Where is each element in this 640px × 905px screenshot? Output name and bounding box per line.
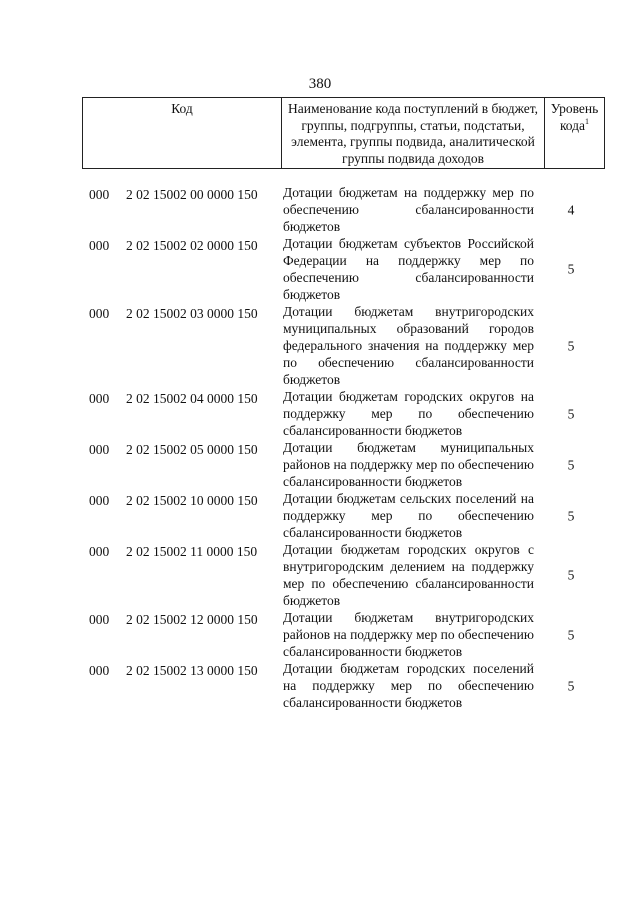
revenue-code: 2 02 15002 00 0000 150 bbox=[126, 187, 258, 202]
header-level bbox=[545, 98, 605, 169]
table-row bbox=[0, 541, 640, 609]
code-level: 5 bbox=[567, 627, 575, 642]
code-level: 5 bbox=[567, 678, 575, 693]
admin-code: 000 bbox=[89, 493, 110, 508]
admin-code: 000 bbox=[89, 544, 110, 559]
table-row bbox=[0, 609, 640, 660]
revenue-code: 2 02 15002 10 0000 150 bbox=[126, 493, 258, 508]
revenue-code: 2 02 15002 03 0000 150 bbox=[126, 306, 258, 321]
table-row bbox=[0, 388, 640, 439]
admin-code: 000 bbox=[89, 612, 110, 627]
code-level: 5 bbox=[567, 406, 575, 421]
revenue-name: Дотации бюджетам городских округов с внутригородским делением на поддержку мер по обеспечению сбалансированности бюджетов bbox=[283, 542, 534, 608]
admin-code: 000 bbox=[89, 391, 110, 406]
revenue-name: Дотации бюджетам субъектов Российской Федерации на поддержку мер по обеспечению сбалансированности бюджетов bbox=[283, 236, 534, 302]
admin-code: 000 bbox=[89, 663, 110, 678]
revenue-name: Дотации бюджетам внутригородских муниципальных образований городов федерального значения на поддержку мер по обеспечению сбалансированности бюджетов bbox=[283, 304, 534, 387]
revenue-name: Дотации бюджетам внутригородских районов на поддержку мер по обеспечению сбалансированности бюджетов bbox=[283, 610, 534, 659]
code-level: 4 bbox=[567, 202, 575, 217]
code-level: 5 bbox=[567, 338, 575, 353]
table-row bbox=[0, 235, 640, 303]
admin-code: 000 bbox=[89, 187, 110, 202]
revenue-code: 2 02 15002 13 0000 150 bbox=[126, 663, 258, 678]
page-number: 380 bbox=[308, 76, 332, 92]
code-level: 5 bbox=[567, 261, 575, 277]
table-header bbox=[82, 97, 605, 169]
admin-code: 000 bbox=[89, 306, 110, 321]
admin-code: 000 bbox=[89, 442, 110, 457]
header-level-label: Уровень кода bbox=[550, 101, 599, 133]
revenue-code: 2 02 15002 05 0000 150 bbox=[126, 442, 258, 457]
table-row bbox=[0, 490, 640, 541]
header-code: Код bbox=[83, 98, 282, 169]
revenue-name: Дотации бюджетам городских поселений на поддержку мер по обеспечению сбалансированности бюджетов bbox=[283, 661, 534, 710]
code-level: 5 bbox=[567, 457, 575, 472]
revenue-name: Дотации бюджетам муниципальных районов на поддержку мер по обеспечению сбалансированности бюджетов bbox=[283, 440, 534, 489]
table-row bbox=[0, 660, 640, 711]
revenue-code: 2 02 15002 02 0000 150 bbox=[126, 238, 258, 253]
revenue-name: Дотации бюджетам городских округов на поддержку мер по обеспечению сбалансированности бюджетов bbox=[283, 389, 534, 438]
table-row bbox=[0, 439, 640, 490]
code-level: 5 bbox=[567, 567, 575, 583]
revenue-code: 2 02 15002 04 0000 150 bbox=[126, 391, 258, 406]
admin-code: 000 bbox=[89, 238, 110, 253]
header-name: Наименование кода поступлений в бюджет, группы, подгруппы, статьи, подстатьи, элемента, группы подвида, аналитической группы подвида доходов bbox=[282, 98, 545, 169]
revenue-name: Дотации бюджетам на поддержку мер по обеспечению сбалансированности бюджетов bbox=[283, 185, 534, 234]
table-body bbox=[0, 184, 640, 711]
revenue-code: 2 02 15002 11 0000 150 bbox=[126, 544, 258, 559]
revenue-name: Дотации бюджетам сельских поселений на поддержку мер по обеспечению сбалансированности бюджетов bbox=[283, 491, 534, 540]
table-row bbox=[0, 184, 640, 235]
header-level-footnote: 1 bbox=[585, 116, 590, 126]
code-level: 5 bbox=[567, 508, 575, 523]
table-row bbox=[0, 303, 640, 388]
revenue-code: 2 02 15002 12 0000 150 bbox=[126, 612, 258, 627]
